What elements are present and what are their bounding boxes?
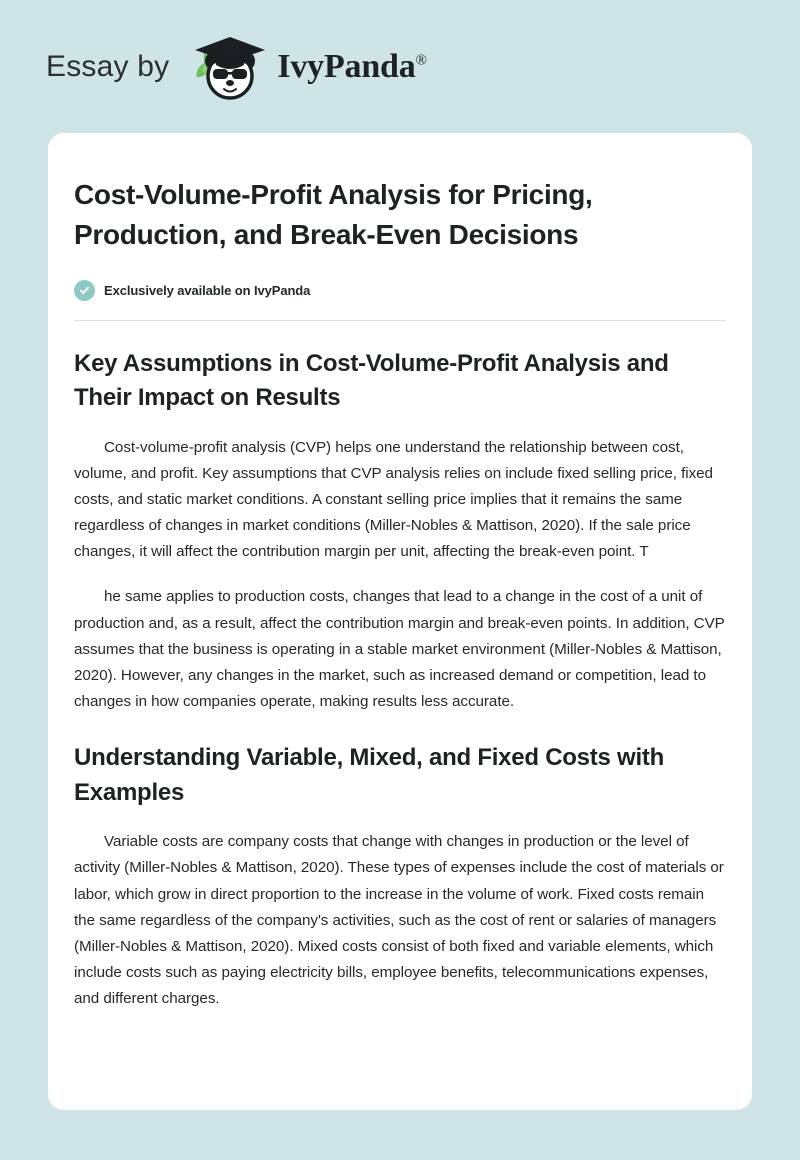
panda-graduate-logo-icon bbox=[183, 31, 269, 103]
essay-card bbox=[48, 133, 752, 1110]
section-1-paragraph-1: Cost-volume-profit analysis (CVP) helps one understand the relationship between cost, volume, and profit. Key assumptions that CVP analysis relies on include fixed selling price, fixed costs, and static market conditions. A constant selling price implies that it remains the same regardless of changes in market conditions (Miller-Nobles & Mattison, 2020). If the sale price changes, it will affect the contribution margin per unit, affecting the break-even point. T bbox=[74, 438, 713, 561]
header-divider bbox=[74, 320, 726, 321]
essay-by-label: Essay by bbox=[46, 49, 170, 83]
brand-lockup[interactable] bbox=[46, 31, 427, 103]
essay-body bbox=[74, 175, 726, 1012]
section-1-paragraph-2: he same applies to production costs, changes that lead to a change in the cost of a unit of production and, as a result, affect the contribution margin and break-even points. In addition, CVP assumes that the business is operating in a stable market environment (Miller-Nobles & Mattison, 2020). However, any changes in the market, such as increased demand or competition, lead to changes in how companies operate, making results less accurate. bbox=[74, 588, 725, 710]
brand-header bbox=[0, 0, 800, 133]
exclusive-availability-badge bbox=[74, 280, 726, 301]
exclusive-badge-label: Exclusively available on IvyPanda bbox=[104, 282, 311, 298]
section-heading-1: Key Assumptions in Cost-Volume-Profit Analysis and Their Impact on Results bbox=[74, 349, 669, 412]
brand-name-text: IvyPanda bbox=[277, 47, 416, 85]
check-circle-icon bbox=[74, 280, 95, 301]
section-heading-2: Understanding Variable, Mixed, and Fixed Costs with Examples bbox=[74, 744, 665, 806]
registered-trademark-symbol: ® bbox=[415, 52, 427, 69]
section-2-paragraph-1: Variable costs are company costs that change with changes in production or the level of activity (Miller-Nobles & Mattison, 2020). These types of expenses include the cost of materials or labor, which grow in direct proportion to the increase in the volume of work. Fixed costs remain the same regardless of the company's activities, such as the cost of rent or salaries of managers (Miller-Nobles & Mattison, 2020). Mixed costs consist of both fixed and variable elements, which include costs such as paying electricity bills, employee benefits, telecommunications expenses, and different charges. bbox=[74, 833, 724, 1008]
ivypanda-wordmark bbox=[277, 47, 427, 85]
page-title: Cost-Volume-Profit Analysis for Pricing, Production, and Break-Even Decisions bbox=[74, 179, 593, 251]
